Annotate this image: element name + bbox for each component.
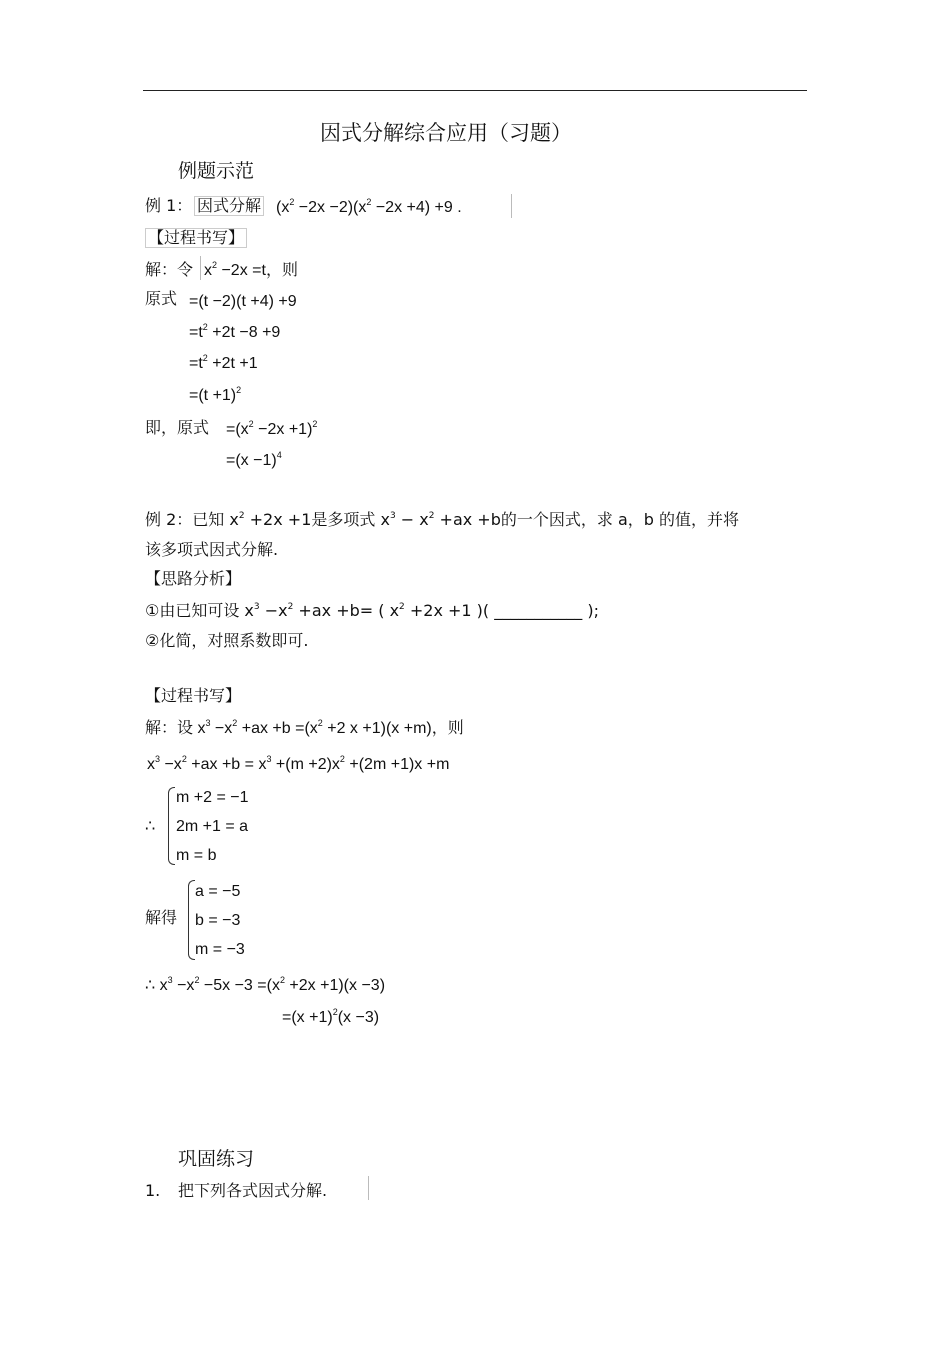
therefore-symbol: ∴ <box>145 816 156 835</box>
practice-1-text: 把下列各式因式分解. <box>178 1181 328 1200</box>
example-2-intro: 例 2：已知 $x^2 +2x +1$是多项式 $x^3 - x^2 +ax +b$的一个因式，求 a，b 的值，并将 <box>145 510 740 529</box>
section-heading-examples: 例题示范 <box>178 160 255 182</box>
example-1-solution-lead: 解：令 <box>145 260 194 279</box>
example-1-step-2: $=t^2 +2t -8 +9$ <box>189 322 281 341</box>
solution-value-a: a = −5 <box>195 883 241 900</box>
example-1-expression: $(x^2 -2x -2)(x^2 -2x +4) +9$ . <box>276 197 462 216</box>
example-2-result-2: $=(x +1)^2(x -3)$ <box>282 1007 380 1026</box>
example-1-task: 因式分解 <box>194 196 264 216</box>
example-2-solution-line-2: $x^3 -x^2 +ax +b = x^3 +(m +2)x^2 +(2m +1)x +m$ <box>147 754 450 773</box>
example-1-step-3: $=t^2 +2t +1$ <box>189 353 258 372</box>
example-1-final-2: $=(x -1)^4$ <box>226 450 282 469</box>
cursor-mark <box>368 1176 369 1200</box>
solution-value-m: m = −3 <box>195 941 245 958</box>
practice-1-number: 1. <box>145 1181 161 1200</box>
example-2-solution-line-1: 解：设 $x^3 -x^2 +ax +b =(x^2 +2$ x +1)(x +m)，则 <box>145 718 464 737</box>
example-2-analysis-heading: 【思路分析】 <box>145 569 242 588</box>
system-equation-1: m +2 = −1 <box>176 789 249 806</box>
example-1-process-heading: 【过程书写】 <box>145 228 247 248</box>
solution-brace <box>188 880 195 960</box>
cursor-mark <box>511 194 512 218</box>
example-1-step-1: =(t −2)(t +4) +9 <box>189 293 297 310</box>
example-1-label: 例 1： <box>145 196 193 215</box>
cursor-mark <box>200 256 201 280</box>
example-2-analysis-step-1: ①由已知可设 $x^3 -x^2 +ax +b=$ ( $x^2 +2x +1$ )( ___________ ); <box>145 601 599 620</box>
system-equation-2: 2m +1 = a <box>176 818 249 835</box>
header-rule <box>143 90 807 91</box>
system-brace <box>168 787 175 865</box>
system-equation-3: m = b <box>176 847 217 864</box>
example-2-analysis-step-2: ②化简，对照系数即可. <box>145 631 309 650</box>
example-2-process-heading: 【过程书写】 <box>145 686 242 705</box>
solve-label: 解得 <box>145 908 178 927</box>
example-2-intro-line-2: 该多项式因式分解. <box>145 540 279 559</box>
example-1-final-label: 即，原式 <box>145 418 210 437</box>
example-1-step-4: $=(t +1)^2$ <box>189 385 242 404</box>
example-1-final-1: $=(x^2 -2x +1)^2$ <box>226 419 318 438</box>
example-1-substitution: $x^2 -2x =t$，则 <box>204 260 298 279</box>
example-2-result-1: ∴ $x^3 -x^2 -5x -3 =(x^2 +2x +1)(x -3)$ <box>145 975 386 994</box>
section-heading-practice: 巩固练习 <box>178 1148 255 1170</box>
solution-value-b: b = −3 <box>195 912 241 929</box>
page-title: 因式分解综合应用（习题） <box>320 121 572 145</box>
example-1-original-label: 原式 <box>145 289 178 308</box>
